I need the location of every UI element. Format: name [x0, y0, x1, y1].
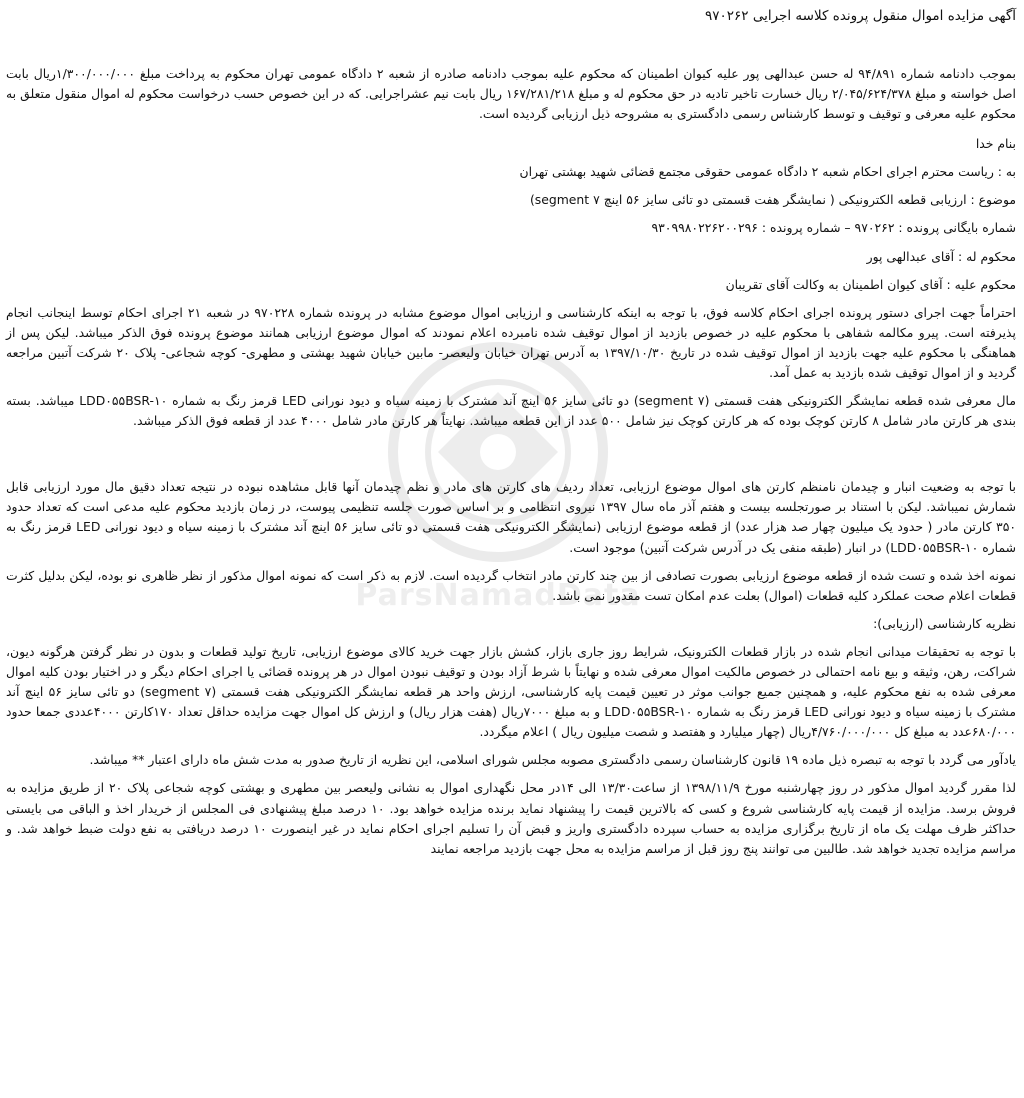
debtor-line: محکوم علیه : آقای کیوان اطمینان به وکالت آقای تقریبان: [725, 276, 1016, 292]
beneficiary-line: محکوم له : آقای عبدالهی پور: [866, 248, 1016, 264]
watermark-text: ParsNamadData: [355, 578, 641, 613]
item-description-paragraph: مال معرفی شده قطعه نمایشگر الکترونیکی هفت قسمتی (۷ segment) دو تائی سایز ۵۶ اینچ آند مشترک با زمینه سیاه و دیود نورانی LED قرمز رنگ به شماره LDD۰۵۵BSR-۱۰ میباشد. بسته بندی هر کارتن مادر شامل ۸ کارتن کوچک بوده که هر کارتن کوچک نیز شامل ۵۰۰ عدد از این قطعه میباشد. نهایتاً هر کارتن مادر شامل ۴۰۰۰ عدد از قطعه فوق الذکر میباشد.: [6, 393, 1016, 429]
intro-paragraph: بموجب دادنامه شماره ۹۴/۸۹۱ له حسن عبدالهی پور علیه کیوان اطمینان که محکوم علیه بموجب دادنامه صادره از شعبه ۲ دادگاه عمومی تهران محکوم به پرداخت مبلغ ۱/۳۰۰/۰۰۰/۰۰۰ریال بابت اصل خواسته و مبلغ ۲/۰۴۵/۶۲۴/۳۷۸ ریال خسارت تاخیر تادیه در حق محکوم له و مبلغ ۱۶۷/۲۸۱/۲۱۸ ریال بابت نیم عشراجرایی. که در این خصوص حسب درخواست محکوم له اموال منقول متعلق به محکوم علیه معرفی و توقیف و توسط کارشناس رسمی دادگستری به مشروحه ذیل ارزیابی گردیده است.: [6, 65, 1016, 122]
opinion-paragraph: با توجه به تحقیقات میدانی انجام شده در بازار قطعات الکترونیک، شرایط روز جاری بازار، کشش بازار جهت خرید کالای موضوع ارزیابی، تاریخ تولید قطعات و بدون در نظر گرفتن هرگونه دیون، شراکت، رهن، وثیقه و بیع نامه احتمالی در خصوص مالکیت اموال معرفی شده و نهایتاً با شرط آزاد بودن و توقیف نبودن اموال در هر پرونده قضائی یا اجرای احکام دیگر و در اختیار بودن کلیه اموال معرفی شده به نفع محکوم علیه، و همچنین جمیع جوانب موثر در تعیین قیمت پایه کارشناسی، ارزش واحد هر قطعه نمایشگر الکترونیکی هفت قسمتی (۷ segment) دو تائی سایز ۵۶ اینچ آند مشترک با زمینه سیاه و دیود نورانی LED قرمز رنگ به شماره LDD۰۵۵BSR-۱۰ و به مبلغ ۷۰۰۰ریال (هفت هزار ریال) و ارزش کل اموال جهت مزایده حداقل تعداد ۱۷۰کارتن ۴۰۰۰عددی جمعا حدود ۶۸۰/۰۰۰عدد به مبلغ کل ۴/۷۶۰/۰۰۰/۰۰۰ریال (چهار میلیارد و هفتصد و شصت میلیون ریال ) اعلام میگردد.: [6, 643, 1017, 740]
storage-paragraph: با توجه به وضعیت انبار و چیدمان نامنظم کارتن های اموال موضوع ارزیابی، تعداد ردیف های کارتن های مادر و نظم چیدمان آنها قابل مشاهده نبوده در نتیجه تعداد دقیق مال مورد ارزیابی قابل شمارش نمیباشد. لیکن با استناد بر صورتجلسه بیست و هفتم آذر ماه سال ۱۳۹۷ نیروی انتظامی و بر اساس صورت جلسه تنظیمی پیوست، در زمان بازدید محکوم علیه مدعی است که تعداد حدود ۳۵۰ کارتن مادر ( حدود یک میلیون چهار صد هزار عدد) از قطعه موضوع ارزیابی (نمایشگر الکترونیکی هفت قسمتی دو تائی سایز ۵۶ اینچ آند مشترک با زمینه سیاه و دیود نورانی LED قرمز رنگ به شماره LDD۰۵۵BSR-۱۰) در انبار (طبقه منفی یک در آدرس شرکت آتبین) موجود است.: [6, 479, 1017, 555]
bismillah: بنام خدا: [975, 136, 1016, 152]
sample-paragraph: نمونه اخذ شده و تست شده از قطعه موضوع ارزیابی بصورت تصادفی از بین چند کارتن مادر انتخاب گردیده است. لازم به ذکر است که نمونه اموال مذکور از نظر ظاهری نو بوده، لیکن بدلیل کثرت قطعات اعلام صحت عملکرد کلیه قطعات (اموال) بعلت عدم امکان تست مقدور نمی باشد.: [6, 567, 1016, 603]
visit-paragraph: احتراماً جهت اجرای دستور پرونده اجرای احکام کلاسه فوق، با توجه به اینکه کارشناسی و ارزیابی اموال موضوع مشابه در پرونده شماره ۹۷۰۲۲۸ در شعبه ۲۱ اجرای احکام توسط اینجانب انجام پذیرفته است. پیرو مکالمه شفاهی با محکوم علیه در خصوص بازدید از اموال توقیف شده نامبرده اعلام نمودند که اموال موضوع ارزیابی همانند موضوع پرونده فوق الذکر میباشد. لیکن پس از هماهنگی با محکوم علیه جهت بازدید از اموال توقیف شده در تاریخ ۱۳۹۷/۱۰/۳۰ به آدرس تهران خیابان ولیعصر- مابین خیابان شهید بهشتی و مطهری- کوچه شجاعی- پلاک ۲۰ شرکت آتبین مراجعه گردید و از اموال توقیف شده بازدید به عمل آمد.: [6, 304, 1017, 380]
validity-reminder-paragraph: یادآور می گردد با توجه به تبصره ذیل ماده ۱۹ قانون کارشناسان رسمی دادگستری مصوبه مجلس شورای اسلامی، این نظریه از تاریخ صدور به مدت شش ماه دارای اعتبار ** میباشد.: [89, 752, 1016, 768]
recipient-line: به : ریاست محترم اجرای احکام شعبه ۲ دادگاه عمومی حقوقی مجتمع قضائی شهید بهشتی تهران: [519, 164, 1016, 180]
auction-terms-paragraph: لذا مقرر گردید اموال مذکور در روز چهارشنبه مورخ ۱۳۹۸/۱۱/۹ از ساعت۱۳/۳۰ الی ۱۴در محل نگهداری اموال به نشانی ولیعصر بین مطهری و بهشتی کوچه شجاعی پلاک ۲۰ از طریق مزایده به فروش برسد. مزایده از قیمت پایه کارشناسی شروع و کسی که بالاترین قیمت را پیشنهاد نماید برنده مزایده خواهد بود. ۱۰ درصد مبلغ پیشنهادی فی المجلس از خریدار اخذ و الباقی می بایستی حداکثر ظرف مهلت یک ماه از تاریخ برگزاری مزایده به حساب سپرده دادگستری واریز و قبض آن را تسلیم اجرای احکام نماید در غیر اینصورت ۱۰ درصد دریافتی به نفع دولت ضبط خواهد شد. و مراسم مزایده تجدید خواهد شد. طالبین می توانند پنج روز قبل از مراسم مزایده به محل جهت بازدید مراجعه نمایند: [6, 780, 1016, 856]
case-number-line: شماره بایگانی پرونده : ۹۷۰۲۶۲ – شماره پرونده : ۹۳۰۹۹۸۰۲۲۶۲۰۰۲۹۶: [651, 220, 1016, 236]
opinion-heading: نظریه کارشناسی (ارزیابی):: [873, 615, 1016, 631]
subject-line: موضوع : ارزیابی قطعه الکترونیکی ( نمایشگر هفت قسمتی دو تائی سایز ۵۶ اینچ ۷ segment): [529, 192, 1016, 208]
notice-title: آگهی مزایده اموال منقول پرونده کلاسه اجرایی ۹۷۰۲۶۲: [705, 8, 1016, 24]
auction-notice: [6, 4, 1016, 859]
